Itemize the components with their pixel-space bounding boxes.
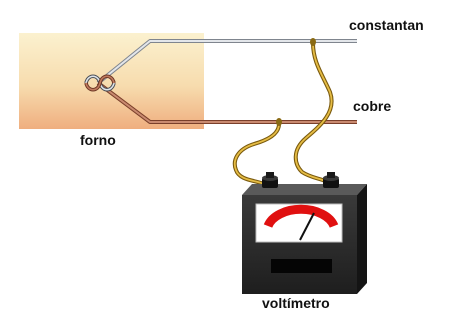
copper-clamp xyxy=(276,118,282,126)
label-voltimetro: voltímetro xyxy=(262,295,330,311)
constantan-clamp xyxy=(310,38,316,46)
voltmeter xyxy=(242,184,367,294)
label-forno: forno xyxy=(80,132,116,148)
voltmeter-side-face xyxy=(357,184,367,294)
terminal-left xyxy=(262,172,278,188)
label-constantan: constantan xyxy=(349,17,424,33)
voltmeter-display-slot xyxy=(271,259,332,273)
voltmeter-top-face xyxy=(242,184,367,195)
terminal-right xyxy=(323,172,339,188)
label-cobre: cobre xyxy=(353,98,392,114)
lead-wire-right xyxy=(296,43,332,186)
